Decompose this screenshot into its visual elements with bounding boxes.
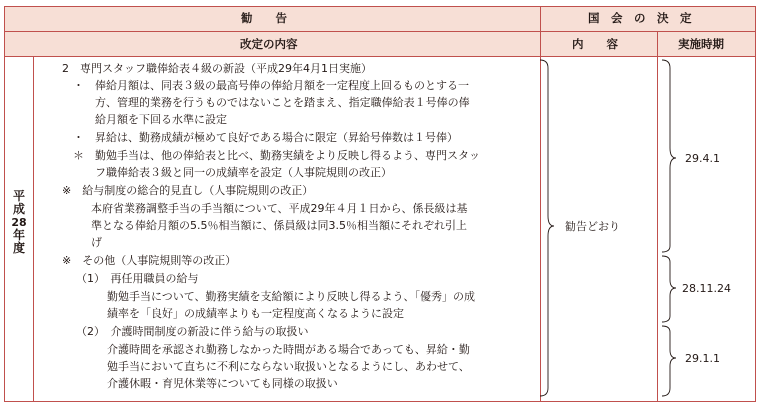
note-1-line-2: 準となる俸給月額の5.5％相当額に、係員級は同3.5％相当額にそれぞれ引上 — [91, 219, 467, 232]
bullet-1-line-1: ・ 俸給月額は、同表３級の最高号俸の俸給月額を一定程度上回るものとする一 — [73, 79, 469, 92]
sub-2-line-1: 介護時間を承認され勤務しなかった時間がある場合であっても、昇給・勤 — [107, 343, 470, 356]
note-1-heading: ※ 給与制度の総合的見直し（人事院規則の改正） — [62, 184, 314, 197]
sub-1-heading: （1） 再任用職員の給与 — [76, 272, 199, 285]
header-kaitei-no-naiyo: 改定の内容 — [240, 37, 298, 51]
note-1-line-1: 本府省業務調整手当の手当額について、平成29年４月１日から、係長級は基 — [91, 202, 468, 215]
sub-2-heading: （2） 介護時間制度の新設に伴う給与の取扱い — [76, 325, 309, 338]
bullet-2-line-1: ・ 昇給は、勤務成績が極めて良好である場合に限定（昇給号俸数は１号俸） — [73, 131, 458, 144]
bullet-1-line-2: 方、管理的業務を行うものではないことを踏まえ、指定職俸給表１号俸の俸 — [95, 96, 470, 109]
header-naiyo: 内 容 — [572, 37, 618, 51]
sub-2-line-3: 介護休暇・育児休業等についても同様の取扱い — [107, 377, 338, 390]
brace-date-2 — [662, 256, 676, 322]
date-1: 29.4.1 — [685, 152, 720, 165]
header-kokkai-no-kettei: 国 会 の 決 定 — [588, 11, 692, 25]
item-2-heading: 2 専門スタッフ職俸給表４級の新設（平成29年4月1日実施） — [62, 62, 372, 75]
sub-1-line-1: 勤勉手当について、勤務実績を支給額により反映し得るよう、「優秀」の成 — [107, 290, 476, 303]
header-kankoku: 勧 告 — [241, 11, 287, 25]
header-jisshi-jiki: 実施時期 — [678, 37, 724, 51]
note-2-heading: ※ その他（人事院規則等の改正） — [62, 254, 237, 267]
year-char-4: 年 — [12, 228, 25, 242]
year-char-5: 度 — [12, 241, 25, 255]
year-char-1: 平 — [12, 189, 25, 203]
sub-2-line-2: 勉手当において直ちに不利にならない取扱いとなるようにし、あわせて、 — [107, 360, 470, 373]
date-3: 29.1.1 — [685, 352, 720, 365]
asterisk-line-2: フ職俸給表３級と同一の成績率を設定（人事院規則の改正） — [95, 166, 392, 179]
note-1-line-3: げ — [91, 236, 102, 249]
brace-kokkai — [540, 60, 554, 396]
bullet-1-line-3: 給月額を下回る水準に設定 — [95, 113, 227, 126]
year-char-3: 28 — [11, 216, 27, 229]
asterisk-line-1: ＊ 勤勉手当は、他の俸給表と比べ、勤務実績をより反映し得るよう、専門スタッ — [73, 149, 480, 162]
brace-date-3 — [662, 326, 676, 396]
sub-1-line-2: 績率を「良好」の成績率よりも一定程度高くなるように設定 — [107, 307, 404, 320]
date-2: 28.11.24 — [682, 282, 731, 295]
kokkai-naiyo-value: 勧告どおり — [565, 220, 620, 233]
brace-date-1 — [662, 60, 676, 252]
year-char-2: 成 — [12, 202, 25, 216]
